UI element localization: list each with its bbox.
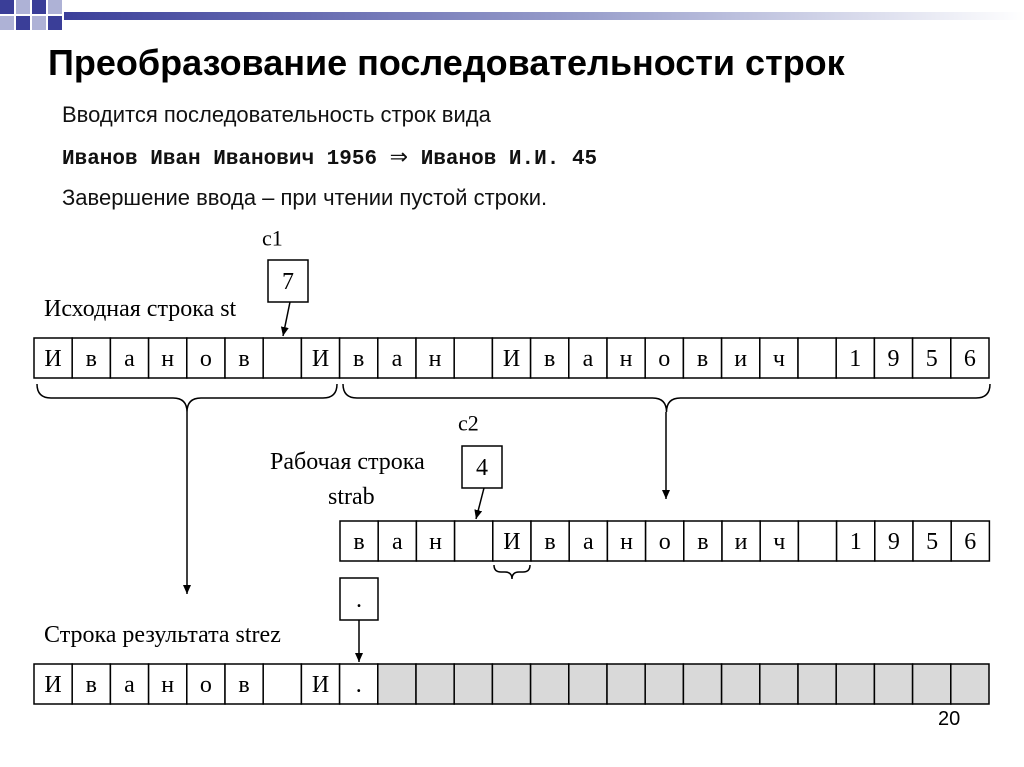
source-row-cell: [760, 338, 798, 378]
result-row-empty-cell: [645, 664, 683, 704]
c2-counter-value: 4: [476, 455, 488, 481]
source-row-cell-box: [798, 338, 836, 378]
work-row-cell-char: н: [429, 529, 442, 555]
result-row-cell-char: в: [238, 672, 250, 698]
result-row-cell: [149, 664, 187, 704]
example-input: Иванов Иван Иванович 1956: [62, 148, 378, 171]
work-row-cell: [607, 521, 645, 561]
work-row-cell: [531, 521, 569, 561]
result-row-empty-cell: [722, 664, 760, 704]
result-row-empty-cell: [683, 664, 721, 704]
source-row: [34, 338, 989, 378]
source-row-cell-char: а: [124, 346, 135, 372]
result-row-cell-char: И: [44, 672, 62, 698]
work-row-cell-char: н: [620, 529, 633, 555]
result-row-cell: [301, 664, 339, 704]
work-label-line1: Рабочая строка: [270, 449, 425, 475]
work-row-cell-char: И: [503, 529, 521, 555]
result-row-empty-cell: [760, 664, 798, 704]
result-row-empty-cell: [569, 664, 607, 704]
result-row-empty-cell: [951, 664, 989, 704]
work-row-cell: [798, 521, 836, 561]
result-row-cell: [34, 664, 72, 704]
result-row-empty-cell: [416, 664, 454, 704]
result-row-cell: [225, 664, 263, 704]
remainder-brace: [343, 384, 990, 412]
result-row-empty-cell: [798, 664, 836, 704]
c1-label: c1: [262, 225, 283, 251]
result-row-cell-box: [263, 664, 301, 704]
source-row-cell: [110, 338, 148, 378]
result-row-cell: [263, 664, 301, 704]
end-condition-text: Завершение ввода – при чтении пустой строки.: [62, 185, 548, 210]
result-row-empty-cell: [378, 664, 416, 704]
work-row-cell: [837, 521, 875, 561]
source-row-cell-char: н: [619, 346, 633, 372]
c2-arrow: [476, 488, 484, 519]
source-row-cell-char: о: [199, 346, 212, 372]
result-row-empty-cell: [836, 664, 874, 704]
source-row-cell-char: 9: [887, 346, 900, 372]
work-row-cell: [416, 521, 454, 561]
result-row-cell-char: И: [311, 672, 330, 698]
source-row-cell-char: И: [44, 346, 62, 372]
work-row-cell: [455, 521, 493, 561]
work-row-cell: [493, 521, 531, 561]
work-row-cell-char: 9: [887, 529, 900, 555]
source-row-cell: [798, 338, 836, 378]
source-row-cell-char: в: [238, 346, 250, 372]
source-row-cell: [951, 338, 989, 378]
work-row-cell-char: и: [734, 529, 748, 555]
source-row-cell-char: в: [353, 346, 365, 372]
source-row-cell: [263, 338, 301, 378]
work-row-cell-char: в: [544, 529, 556, 555]
work-row-cell-char: 5: [926, 529, 939, 555]
page-number: 20: [938, 708, 961, 730]
work-row-cell-box: [455, 521, 493, 561]
source-row-cell-char: 6: [963, 346, 976, 372]
work-label-line2: strab: [328, 484, 375, 510]
result-row-cell: [340, 664, 378, 704]
surname-brace: [37, 384, 337, 412]
work-row-cell-char: 1: [849, 529, 862, 555]
source-row-cell: [72, 338, 110, 378]
work-row-cell: [951, 521, 989, 561]
source-row-cell-char: в: [544, 346, 556, 372]
source-row-cell-char: И: [502, 346, 521, 372]
result-row-cell: [187, 664, 225, 704]
result-row-empty-cell: [492, 664, 530, 704]
work-row-cell-box: [798, 521, 836, 561]
work-row-cell: [722, 521, 760, 561]
work-row-cell: [378, 521, 416, 561]
source-row-cell-char: в: [696, 346, 709, 372]
result-label: Строка результата strez: [44, 622, 281, 648]
source-row-cell-char: н: [161, 346, 175, 372]
source-row-cell-char: 5: [925, 346, 938, 372]
initial-brace: [494, 565, 530, 579]
result-row-cell: [72, 664, 110, 704]
dot-box-value: .: [356, 587, 362, 613]
source-row-cell: [645, 338, 683, 378]
c1-arrow: [283, 302, 290, 336]
dot-box: [340, 578, 378, 620]
work-row-cell: [569, 521, 607, 561]
c2-counter: [462, 446, 502, 488]
work-row-cell-char: а: [582, 529, 594, 555]
result-row-empty-cell: [607, 664, 645, 704]
result-row-cell-char: н: [161, 672, 175, 698]
slide-title: Преобразование последовательности строк: [48, 42, 845, 83]
work-row-cell-char: в: [353, 529, 365, 555]
result-row-cell-char: а: [124, 672, 135, 698]
result-row-cell-char: о: [199, 672, 212, 698]
source-row-cell: [569, 338, 607, 378]
result-row-empty-cell: [913, 664, 951, 704]
source-row-cell: [301, 338, 339, 378]
c2-label: c2: [458, 410, 479, 436]
work-row-cell: [340, 521, 378, 561]
source-row-cell-char: а: [391, 346, 403, 372]
source-row-cell-char: н: [428, 346, 442, 372]
source-row-cell: [340, 338, 378, 378]
source-row-cell-char: и: [734, 346, 748, 372]
work-row-cell: [646, 521, 684, 561]
source-row-cell: [149, 338, 187, 378]
source-row-cell: [225, 338, 263, 378]
source-row-cell-char: о: [658, 346, 671, 372]
result-row: [34, 664, 989, 704]
source-row-cell: [416, 338, 454, 378]
work-row-cell-char: в: [697, 529, 709, 555]
source-row-cell: [913, 338, 951, 378]
source-row-cell-char: ч: [772, 346, 785, 372]
work-row-cell-char: 6: [964, 529, 977, 555]
source-label: Исходная строка st: [44, 296, 237, 322]
work-row-cell: [875, 521, 913, 561]
result-row-cell-char: в: [85, 672, 97, 698]
implies-arrow-icon: ⇒: [389, 145, 409, 170]
work-row-cell-char: о: [658, 529, 671, 555]
source-row-cell: [378, 338, 416, 378]
source-row-cell: [454, 338, 492, 378]
source-row-cell: [836, 338, 874, 378]
source-row-cell: [492, 338, 530, 378]
result-row-empty-cell: [874, 664, 912, 704]
c1-counter-value: 7: [282, 269, 294, 295]
source-row-cell-char: 1: [849, 346, 862, 372]
example-output: Иванов И.И. 45: [420, 148, 598, 171]
result-row-cell: [110, 664, 148, 704]
work-row-cell: [913, 521, 951, 561]
source-row-cell: [722, 338, 760, 378]
work-row-cell: [684, 521, 722, 561]
work-row-cell-char: ч: [773, 529, 786, 555]
source-row-cell: [683, 338, 721, 378]
work-row-cell: [760, 521, 798, 561]
source-row-cell-box: [263, 338, 301, 378]
intro-text: Вводится последовательность строк вида: [62, 102, 491, 127]
result-row-cell-char: .: [355, 672, 362, 698]
source-row-cell-box: [454, 338, 492, 378]
source-row-cell: [187, 338, 225, 378]
source-row-cell-char: в: [85, 346, 97, 372]
c1-counter: [268, 260, 308, 302]
result-row-empty-cell: [454, 664, 492, 704]
source-row-cell-char: а: [582, 346, 594, 372]
result-row-empty-cell: [531, 664, 569, 704]
work-row-cell-char: а: [391, 529, 403, 555]
source-row-cell-char: И: [311, 346, 330, 372]
work-row: [340, 521, 989, 561]
source-row-cell: [874, 338, 912, 378]
source-row-cell: [34, 338, 72, 378]
source-row-cell: [531, 338, 569, 378]
source-row-cell: [607, 338, 645, 378]
